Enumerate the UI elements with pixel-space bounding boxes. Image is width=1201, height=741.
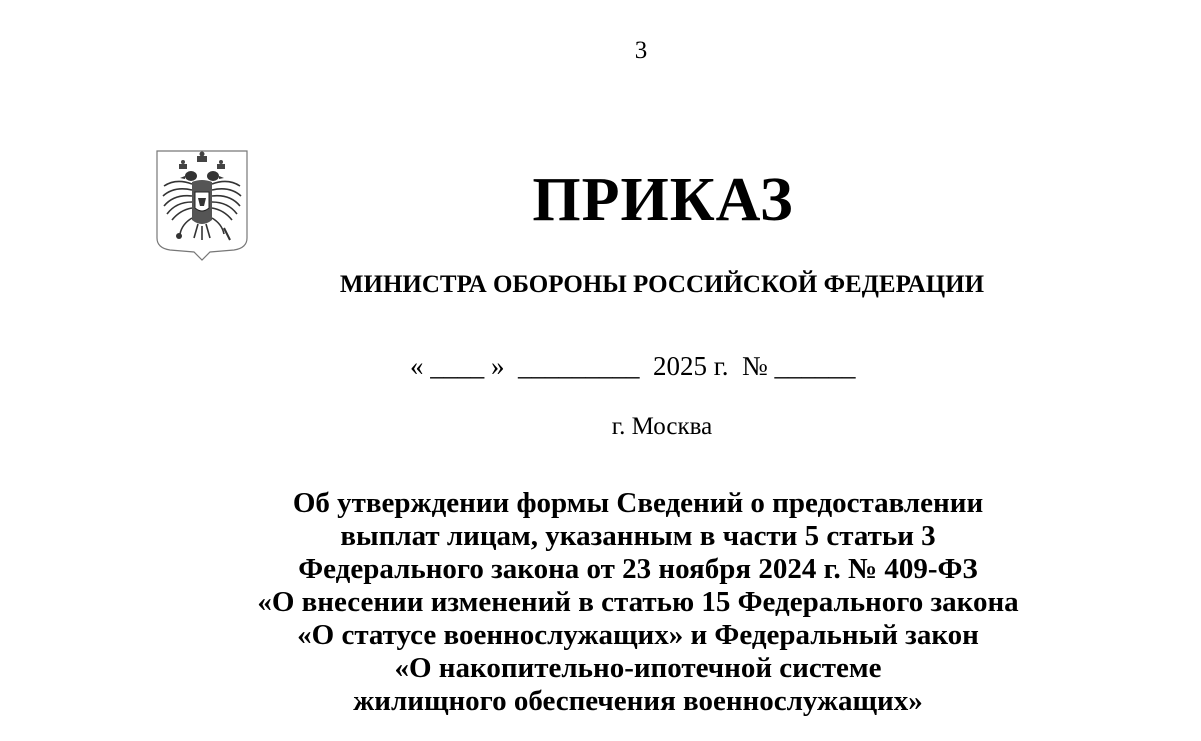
number-blank: ______: [774, 351, 856, 381]
heading-line: Об утверждении формы Сведений о предоставлении: [292, 487, 984, 519]
page-number: 3: [634, 37, 648, 64]
order-heading: [0, 487, 1201, 718]
date-number-line: [410, 349, 856, 383]
heading-line: «О накопительно-ипотечной системе: [394, 652, 882, 684]
heading-line: выплат лицам, указанным в части 5 статьи 3: [340, 520, 936, 552]
month-blank: _________: [518, 351, 640, 381]
document-title: ПРИКАЗ: [532, 166, 794, 234]
heading-line: Федерального закона от 23 ноября 2024 г. № 409-ФЗ: [298, 553, 978, 585]
close-quote: »: [491, 351, 505, 381]
heading-line: жилищного обеспечения военнослужащих»: [353, 685, 923, 717]
open-quote: «: [410, 351, 424, 381]
day-blank: ____: [430, 351, 485, 381]
issuing-authority: МИНИСТРА ОБОРОНЫ РОССИЙСКОЙ ФЕДЕРАЦИИ: [339, 271, 985, 298]
heading-line: «О внесении изменений в статью 15 Федерального закона: [257, 586, 1019, 618]
year-text: 2025 г.: [653, 351, 729, 381]
number-sign: №: [742, 351, 768, 381]
city-line: г. Москва: [611, 413, 713, 440]
heading-line: «О статусе военнослужащих» и Федеральный закон: [297, 619, 979, 651]
